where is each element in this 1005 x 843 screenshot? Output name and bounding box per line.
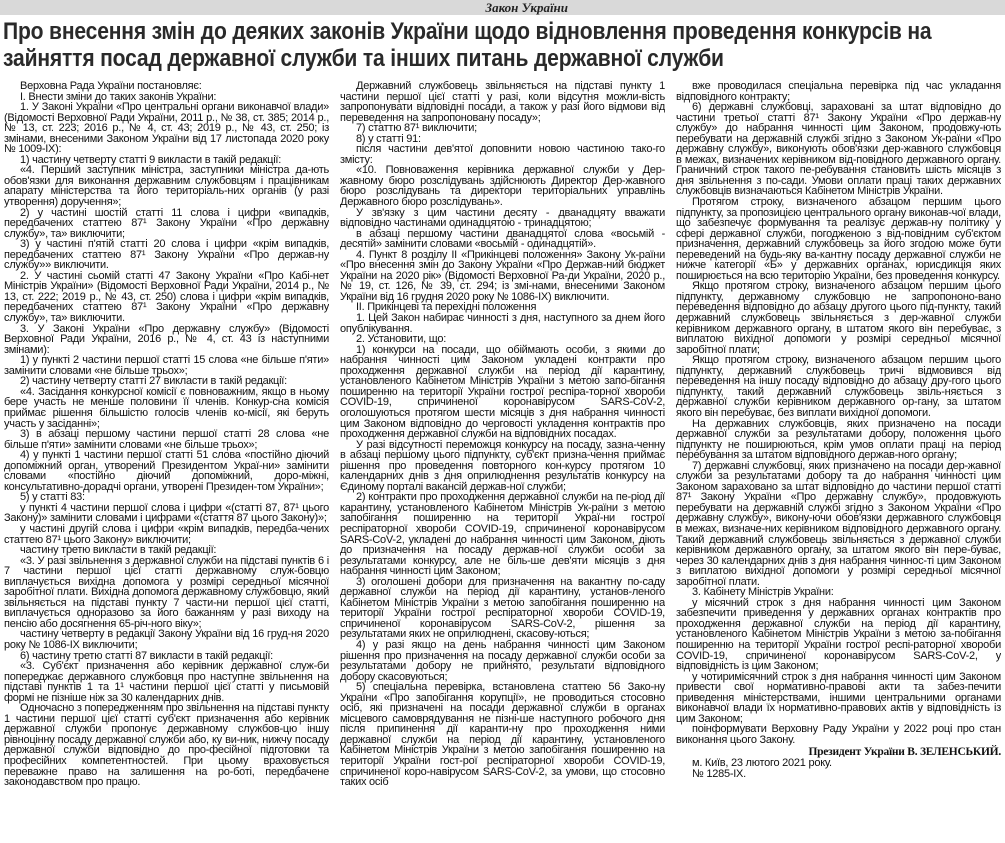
paragraph: Верховна Рада України постановляє:	[20, 81, 202, 92]
paragraph: 3) у частині п'ятій статті 20 слова і цифри «крім випадків, передбачених статтею 87¹ Закону України «Про держав-ну службу»» виключити.	[4, 238, 329, 272]
paragraph: 2. Установити, що:	[356, 333, 447, 346]
paragraph: 2) у частині шостій статті 11 слова і цифри «випадків, передбачених статтею 87¹ Закону України «Про державну службу», та» виключити;	[4, 206, 329, 240]
paragraph: 7) статтю 87¹ виключити;	[356, 122, 477, 135]
column-3	[676, 81, 1001, 841]
paragraph: 1) частину четверту статті 9 викласти в такій редакції:	[20, 153, 282, 166]
column-1	[4, 81, 329, 841]
paragraph: № 1285-IX.	[692, 767, 746, 780]
paragraph: 3) в абзаці першому частини першої статті 28 слова «не більше п'яти» замінити словами «не більше трьох»;	[4, 428, 329, 451]
paragraph: 1) конкурси на посади, що обіймають особи, з якими до набрання чинності цим Законом укладені контракти про проходження державної служби на період дії карантину, установленого Кабінетом Міністрів України з метою запо-бігання поширенню на території України гострої респіра-торної хвороби COVID-19, спричиненої коронавірусом SARS-CoV-2, оголошуються протягом шести місяців з дня набрання чинності цим Законом відповідно до черговості укладення контрактів про проходження державної служби на відповідних посадах.	[340, 343, 665, 441]
paragraph: Якщо протягом строку, визначеного абзацом першим цього підпункту, державному службовцю не запропононо-вано переведення відповідно до абзацу другого цього під-пункту, такий державний службовець звільняється з дер-жавної служби керівником державного органу, в штатом якого він перебуває, з виплатою вихідної допомоги у розмірі середньої місячної заробітної плати;	[676, 280, 1001, 356]
paragraph: м. Київ, 23 лютого 2021 року.	[692, 757, 832, 769]
paragraph: 2) контракти про проходження державної служби на пе-ріод дії карантину, установленого Кабінетом Міністрів Ук-раїни з метою запобігання поширенню на території Украї-ни гострої респіраторної хвороби COVID-19, спричиненої коронавірусом SARS-CoV-2, укладені до набрання чинності цим Законом, діють до призначення на посаду держав-ної служби особи за результатами конкурсу, але не біль-ше дев'яти місяців з дня набрання чинності цим Законом;	[340, 491, 665, 578]
paragraph: у місячний строк з дня набрання чинності цим Законом забезпечити приведення у державних органах контрактів про проходження державної служби на період дії карантину, установленого Кабінетом Міністрів України з метою за-побігання поширенню на території України гострої респі-раторної хвороби COVID-19, спричиненої коронавірусом SARS-CoV-2, у відповідність із цим Законом;	[676, 596, 1001, 673]
paragraph: «10. Повноваження керівника державної служби у Дер-жавному бюро розслідувань здійснюють Директор Дер-жавного бюро розслідувань та директори територіальних управлінь Державного бюро розслідувань».	[340, 164, 665, 209]
paragraph: ІІ. Прикінцеві та перехідні положення	[356, 301, 537, 314]
paragraph: частину третю викласти в такій редакції:	[20, 544, 217, 557]
paragraph: 7) державні службовці, яких призначено на посади дер-жавної служби за результатами добору та до набрання чинності цим Законом зараховано за штат відповідно до частини першої статті 87¹ Закону України «Про державну службу», продовжують перебувати на державній службі згідно з Законом України «Про державну службу», викону-ючи обов'язки державного службовця в межах, визначе-них керівником відповідного державного органу. Такий державний службовець звільняється з державної служби керівником державного органу, за штатом якого він пере-буває, через 30 календарних днів з дня набрання чиннос-ті цим Законом з виплатою вихідної допомоги у розмірі середньої місячної заробітної плати.	[676, 459, 1001, 588]
paragraph: у пункті 4 частини першої слова і цифри «(статті 87, 87¹ цього Закону)» замінити словами і цифрами «(стаття 87 цього Закону)»;	[4, 501, 329, 525]
paragraph: 5) у статті 83:	[20, 491, 85, 504]
paragraph: 3) оголошені добори для призначення на вакантну по-саду державної служби на період дії карантину, установ-леного Кабінетом Міністрів України з метою запобігання поширенню на території України гострої респіраторної хвороби COVID-19, спричиненої коронавірусом SARS-CoV-2, рішення за результатами яких не оприлюднені, скасову-ються;	[340, 575, 665, 641]
article-columns	[4, 81, 1002, 841]
paragraph: Якщо протягом строку, визначеного абзацом першим цього підпункту, державний службовець тричі відмовився від переведення на іншу посаду відповідно до абзацу дру-гого цього підпункту, такий державний службовець звіль-няється з державної служби керівником державного ор-гану, за штатом якого він перебуває, без виплати вихідної допомоги.	[676, 354, 1001, 419]
paragraph: Президент України В. ЗЕЛЕНСЬКИЙ.	[808, 746, 1001, 759]
column-2	[340, 81, 665, 841]
law-title: Про внесення змін до деяких законів України щодо відновлення проведення конкурсів на зайняття посад державної служби та інших питань державної служби	[3, 18, 932, 72]
paragraph: У зв'язку з цим частини десяту - дванадцяту вважати відповідно частинами одинадцятою - тринадцятою;	[340, 206, 665, 230]
paragraph: Протягом строку, визначеного абзацом першим цього підпункту, за пропозицією центрального органу виконав-чої влади, що забезпечує формування та реалізує держав-ну політику у сфері державної служби, погодженою з від-повідним суб'єктом призначення, державний службовець за його згодою може бути переведений на будь-яку ва-кантну посаду державної служби не нижче категорії «Б» у державних органах, юрисдикція яких поширюється на всю територію України, без проведення конкурсу.	[676, 196, 1001, 282]
paragraph: 4) у разі якщо на день набрання чинності цим Законом рішення про призначення на посаду державної служби особи за результатами добору не прийнято, результати відповідного добору скасовуються;	[340, 638, 665, 683]
rubric-label: Закон України	[485, 0, 568, 15]
paragraph: «3. Суб'єкт призначення або керівник державної служ-би попереджає державного службовця про наступне звільнення на підставі пунктів 1 та 1¹ частини першої цієї статті у письмовій формі не пізніше ніж за 30 календарних днів.	[4, 660, 329, 704]
paragraph: Одночасно з попередженням про звільнення на підставі пункту 1 частини першої цієї статті суб'єкт призначення або керівник державної служби пропонує державному службов-цю іншу рівноцінну посаду державної служби або, ку ви-ник, нижчу посаду державної служби відповідно до про-фесійної підготовки та професійних компетентностей. При цьому враховується переважне право на залишення на ро-боті, передбачене законодавством про працю.	[4, 702, 329, 789]
paragraph: «4. Перший заступник міністра, заступники міністра да-ють обов'язки для виконання державним службовцям і працівникам апарату міністерства та його територіаль-них органів (у разі утворення) доручення»;	[4, 164, 329, 209]
paragraph: у частині другій слова і цифри «крім випадків, передба-чених статтею 87¹ цього Закону» виключити;	[4, 522, 329, 546]
paragraph: 3. У Законі України «Про державну службу» (Відомості Верховної Ради України, 2016 р., № 4, ст. 43 із наступними змінами):	[4, 322, 329, 356]
paragraph: в абзаці першому частини дванадцятої слова «восьмій - десятій» замінити словами «восьмій - одинадцятій».	[340, 227, 665, 251]
paragraph: 4) у пункті 1 частини першої статті 51 слова «постійно діючий допоміжний орган, утворений Президентом Украї-ни» замінити словами «постійно діючий допоміжний, доро-міжні, консультативно-дорадчі органи, утворені Президен-том України»;	[4, 449, 329, 493]
paragraph: Державний службовець звільняється на підставі пункту 1 частини першої цієї статті у разі, коли відсутня можли-вість запропонувати відповідні посади, а також у разі його відмови від переведення на запропоновану посаду»;	[340, 81, 665, 124]
paragraph: «3. У разі звільнення з державної служби на підставі пунктів 6 і 7 частини першої цієї статті державному служ-бовцю виплачується вихідна допомога у розмірі середньої місячної заробітної плати. Вихідна допомога державному службовцю, який звільняється на підставі пункту 7 части-ни першої цієї статті, виплачується одноразово за його бажанням у разі виходу на пенсію або досягнення 65-річ-ного віку»;	[4, 554, 329, 630]
paragraph: 1. Цей Закон набирає чинності з дня, наступного за днем його опублікування.	[340, 312, 665, 335]
paragraph: 6) державні службовці, зараховані за штат відповідно до частини третьої статті 87¹ Закону України «Про держав-ну службу» до набрання чинності цим Законом, продовжу-ють перебувати на державній службі згідно з Законом Ук-раїни «Про державну службу», виконують обов'язки дер-жавного службовця в межах, визначених керівником від-повідного державного органу. Граничний строк такого пе-ребування становить шість місяців з дня звільнення з по-сади. Умови оплати праці таких державних службовців визначаються Кабінетом Міністрів України.	[676, 101, 1001, 198]
paragraph: 2) частину четверту статті 27 викласти в такій редакції:	[20, 375, 287, 388]
paragraph: «4. Засідання конкурсної комісії є повноважним, якщо в ньому бере участь не менше половини її членів. Конкур-сна комісія приймає рішення більшістю голосів членів ко-місії, які беруть участь у засіданні»;	[4, 385, 329, 430]
paragraph: поінформувати Верховну Раду України у 2022 році про стан виконання цього Закону.	[676, 723, 1001, 746]
paragraph: 8) у статті 91:	[356, 132, 421, 145]
paragraph: 3. Кабінету Міністрів України:	[692, 586, 834, 599]
paragraph: 2. У частині сьомій статті 47 Закону України «Про Кабі-нет Міністрів України» (Відомості Верховної Ради України, 2014 р., № 13, ст. 222; 2019 р., № 43, ст. 250) слова і цифри «крім випадків, передбачених статтею 87¹ Закону України «Про державну службу», та» виключити.	[4, 269, 329, 325]
paragraph: вже проводилася спеціальна перевірка під час укладання відповідного контракту;	[676, 81, 1001, 103]
paragraph: 4. Пункт 8 розділу ІІ «Прикінцеві положення» Закону Ук-раїни «Про внесення змін до Закону України «Про Держав-ний бюджет України на 2020 рік» (Відомості Верховної Ра-ди України, 2020 р., № 19, ст. 126, № 39, ст. 294; із змі-нами, внесеними Законом України від 16 грудня 2020 року № 1086-IX) виключити.	[340, 248, 665, 303]
paragraph: 6) частину третю статті 87 викласти в такій редакції:	[20, 649, 273, 662]
paragraph: 5) спеціальна перевірка, встановлена статтею 56 Зако-ну України «Про запобігання корупції», не проводиться стосовно осіб, які призначені на посади державної служби в органах місцевого самоврядування не пізні-ше наступного робочого дня після припинення дії каранти-ну про проходження ними державної служби на період дії карантину, установленого Кабінетом Міністрів України з метою запобігання поширенню на території України гост-рої респіраторної хвороби COVID-19, спричиненої коро-навірусом SARS-CoV-2, за умови, що стосовно таких осіб	[340, 681, 665, 789]
paragraph: У разі відсутності переможця конкурсу на посаду, зазна-ченну в абзаці першому цього підпункту, суб'єкт призна-чення приймає рішення про проведення повторного кон-курсу протягом 10 календарних днів з дня оприлюднення результатів конкурсу на Єдиному порталі вакансій держав-ної служби;	[340, 438, 665, 493]
paragraph: 1. У Законі України «Про центральні органи виконавчої влади» (Відомості Верховної Ради України, 2011 р., № 38, ст. 385; 2014 р., № 13, ст. 223; 2016 р., № 4, ст. 43; 2019 р., № 43, ст. 250; із змінами, внесеними Законом України від 17 листопада 2020 року № 1009-IX):	[4, 101, 329, 156]
paragraph: На державних службовців, яких призначено на посади державної служби за результатами добору, положення цього підпункту не поширюються, крім умов оплати праці на період перебування за штатом відповідного держав-ного органу;	[676, 417, 1001, 462]
paragraph: 1) у пункті 2 частини першої статті 15 слова «не більше п'яти» замінити словами «не більше трьох»;	[4, 354, 329, 377]
paragraph: у чотиримісячний строк з дня набрання чинності цим Законом привести свої нормативно-правові акти та забез-печити приведення міністерствами, іншими центральними органами виконавчої влади їх нормативно-правових актів у відповідність із цим Законом;	[676, 670, 1001, 725]
rubric-bar	[0, 0, 1005, 15]
paragraph: після частини дев'ятої доповнити новою частиною тако-го змісту:	[340, 143, 665, 166]
paragraph: частину четверту в редакції Закону України від 16 груд-ня 2020 року № 1086-IX виключити;	[4, 628, 329, 651]
paragraph: І. Внести зміни до таких законів України:	[20, 90, 217, 103]
